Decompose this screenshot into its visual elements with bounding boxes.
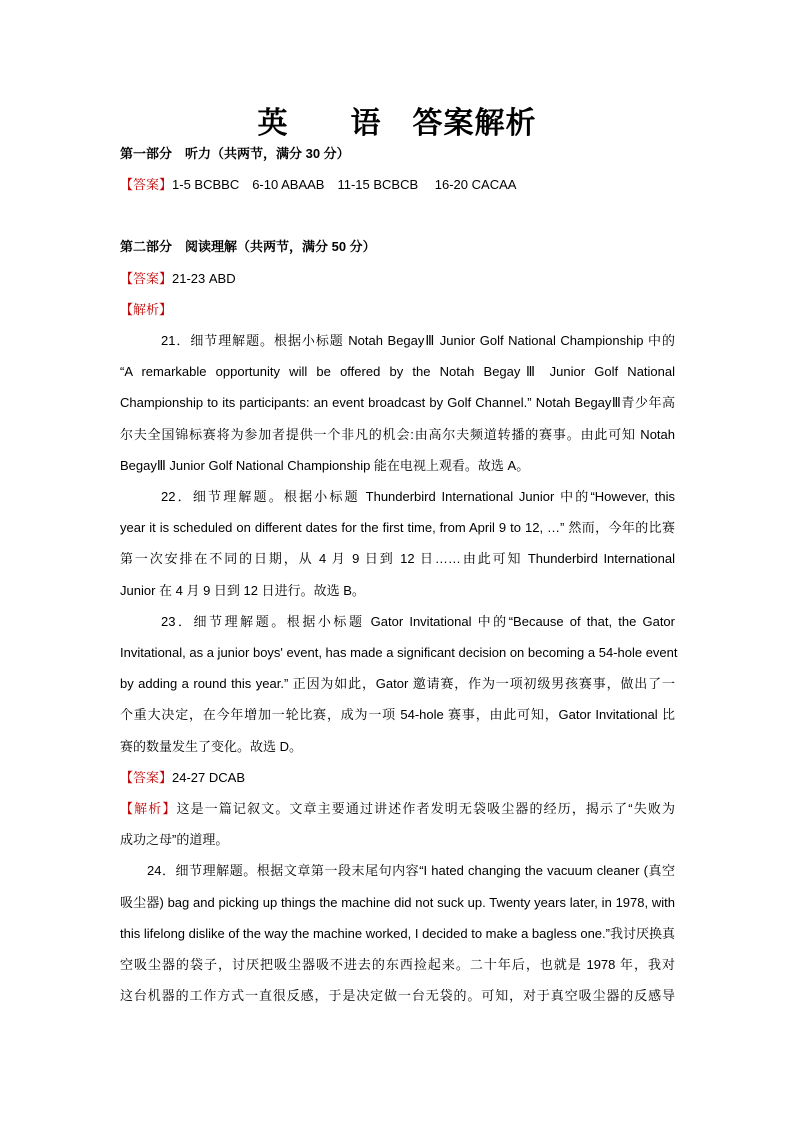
- answer-text: 1-5 BCBBC 6-10 ABAAB 11-15 BCBCB 16-20 CACAA: [172, 177, 517, 193]
- part2-answer-2: [120, 762, 675, 793]
- q24-line: 24．细节理解题。根据文章第一段末尾句内容“I hated changing the vacuum cleaner (真空: [147, 863, 675, 879]
- document-body: [120, 138, 678, 1011]
- q23-line: Invitational, as a junior boys' event, has made a significant decision on becoming a 54-hole event: [120, 645, 678, 661]
- answer-text: 21-23 ABD: [172, 270, 236, 286]
- part1-heading: 第一部分 听力（共两节，满分 30 分）: [120, 146, 350, 161]
- part2-answer-1: [120, 263, 675, 294]
- q23-line: 个重大决定，在今年增加一轮比赛，成为一项 54-hole 赛事，由此可知，Gator Invitational 比: [120, 707, 675, 723]
- q23-line: by adding a round this year.” 正因为如此，Gator 邀请赛，作为一项初级男孩赛事，做出了一: [120, 676, 675, 692]
- q21-line: BegayⅢ Junior Golf National Championship 能在电视上观看。故选 A。: [120, 457, 530, 473]
- answer-tag: 【答案】: [120, 177, 173, 193]
- answer-text: 24-27 DCAB: [172, 769, 245, 785]
- q22-line: year it is scheduled on different dates for the first time, from April 9 to 12, …” 然而，今年的比赛: [120, 520, 675, 536]
- analysis-tag: 【解析】: [120, 301, 173, 317]
- spacer: [120, 200, 675, 231]
- q24-line: 这台机器的工作方式一直很反感，于是决定做一台无袋的。可知，对于真空吸尘器的反感导: [120, 988, 675, 1004]
- analysis-tag: 【解析】: [120, 801, 177, 817]
- analysis-2-line: 成功之母”的道理。: [120, 832, 229, 848]
- q21-line: 21．细节理解题。根据小标题 Notah BegayⅢ Junior Golf National Championship 中的: [161, 333, 675, 349]
- answer-tag: 【答案】: [120, 769, 173, 785]
- page-title: 英 语 答案解析: [257, 106, 537, 141]
- q21-line: “A remarkable opportunity will be offered by the Notah BegayⅢ Junior Golf National: [120, 364, 675, 380]
- analysis-2: [120, 793, 675, 824]
- q23-line: 23．细节理解题。根据小标题 Gator Invitational 中的“Because of that, the Gator: [161, 613, 675, 629]
- q22-line: 第一次安排在不同的日期，从 4 月 9 日到 12 日……由此可知 Thunderbird International: [120, 551, 675, 567]
- q21-line: 尔夫全国锦标赛将为参加者提供一个非凡的机会:由高尔夫频道转播的赛事。由此可知 Notah: [120, 426, 675, 442]
- q24-line: this lifelong dislike of the way the machine worked, I decided to make a bagless one.”我讨厌换真: [120, 925, 675, 941]
- q24-line: 空吸尘器的袋子，讨厌把吸尘器吸不进去的东西捡起来。二十年后，也就是 1978 年，我对: [120, 957, 675, 973]
- part2-heading: 第二部分 阅读理解（共两节，满分 50 分）: [120, 239, 376, 255]
- q22-line: Junior 在 4 月 9 日到 12 日进行。故选 B。: [120, 582, 365, 598]
- analysis-text: 这是一篇记叙文。文章主要通过讲述作者发明无袋吸尘器的经历，揭示了“失败为: [176, 801, 675, 817]
- q22-line: 22．细节理解题。根据小标题 Thunderbird International Junior 中的“However, this: [161, 489, 675, 505]
- answer-tag: 【答案】: [120, 270, 173, 286]
- part1-answer: [120, 169, 675, 200]
- q21-line: Championship to its participants: an event broadcast by Golf Channel.” Notah BegayⅢ青少年高: [120, 395, 675, 411]
- q23-line: 赛的数量发生了变化。故选 D。: [120, 738, 303, 754]
- q24-line: 吸尘器) bag and picking up things the machine did not suck up. Twenty years later, in 1978, with: [120, 894, 675, 910]
